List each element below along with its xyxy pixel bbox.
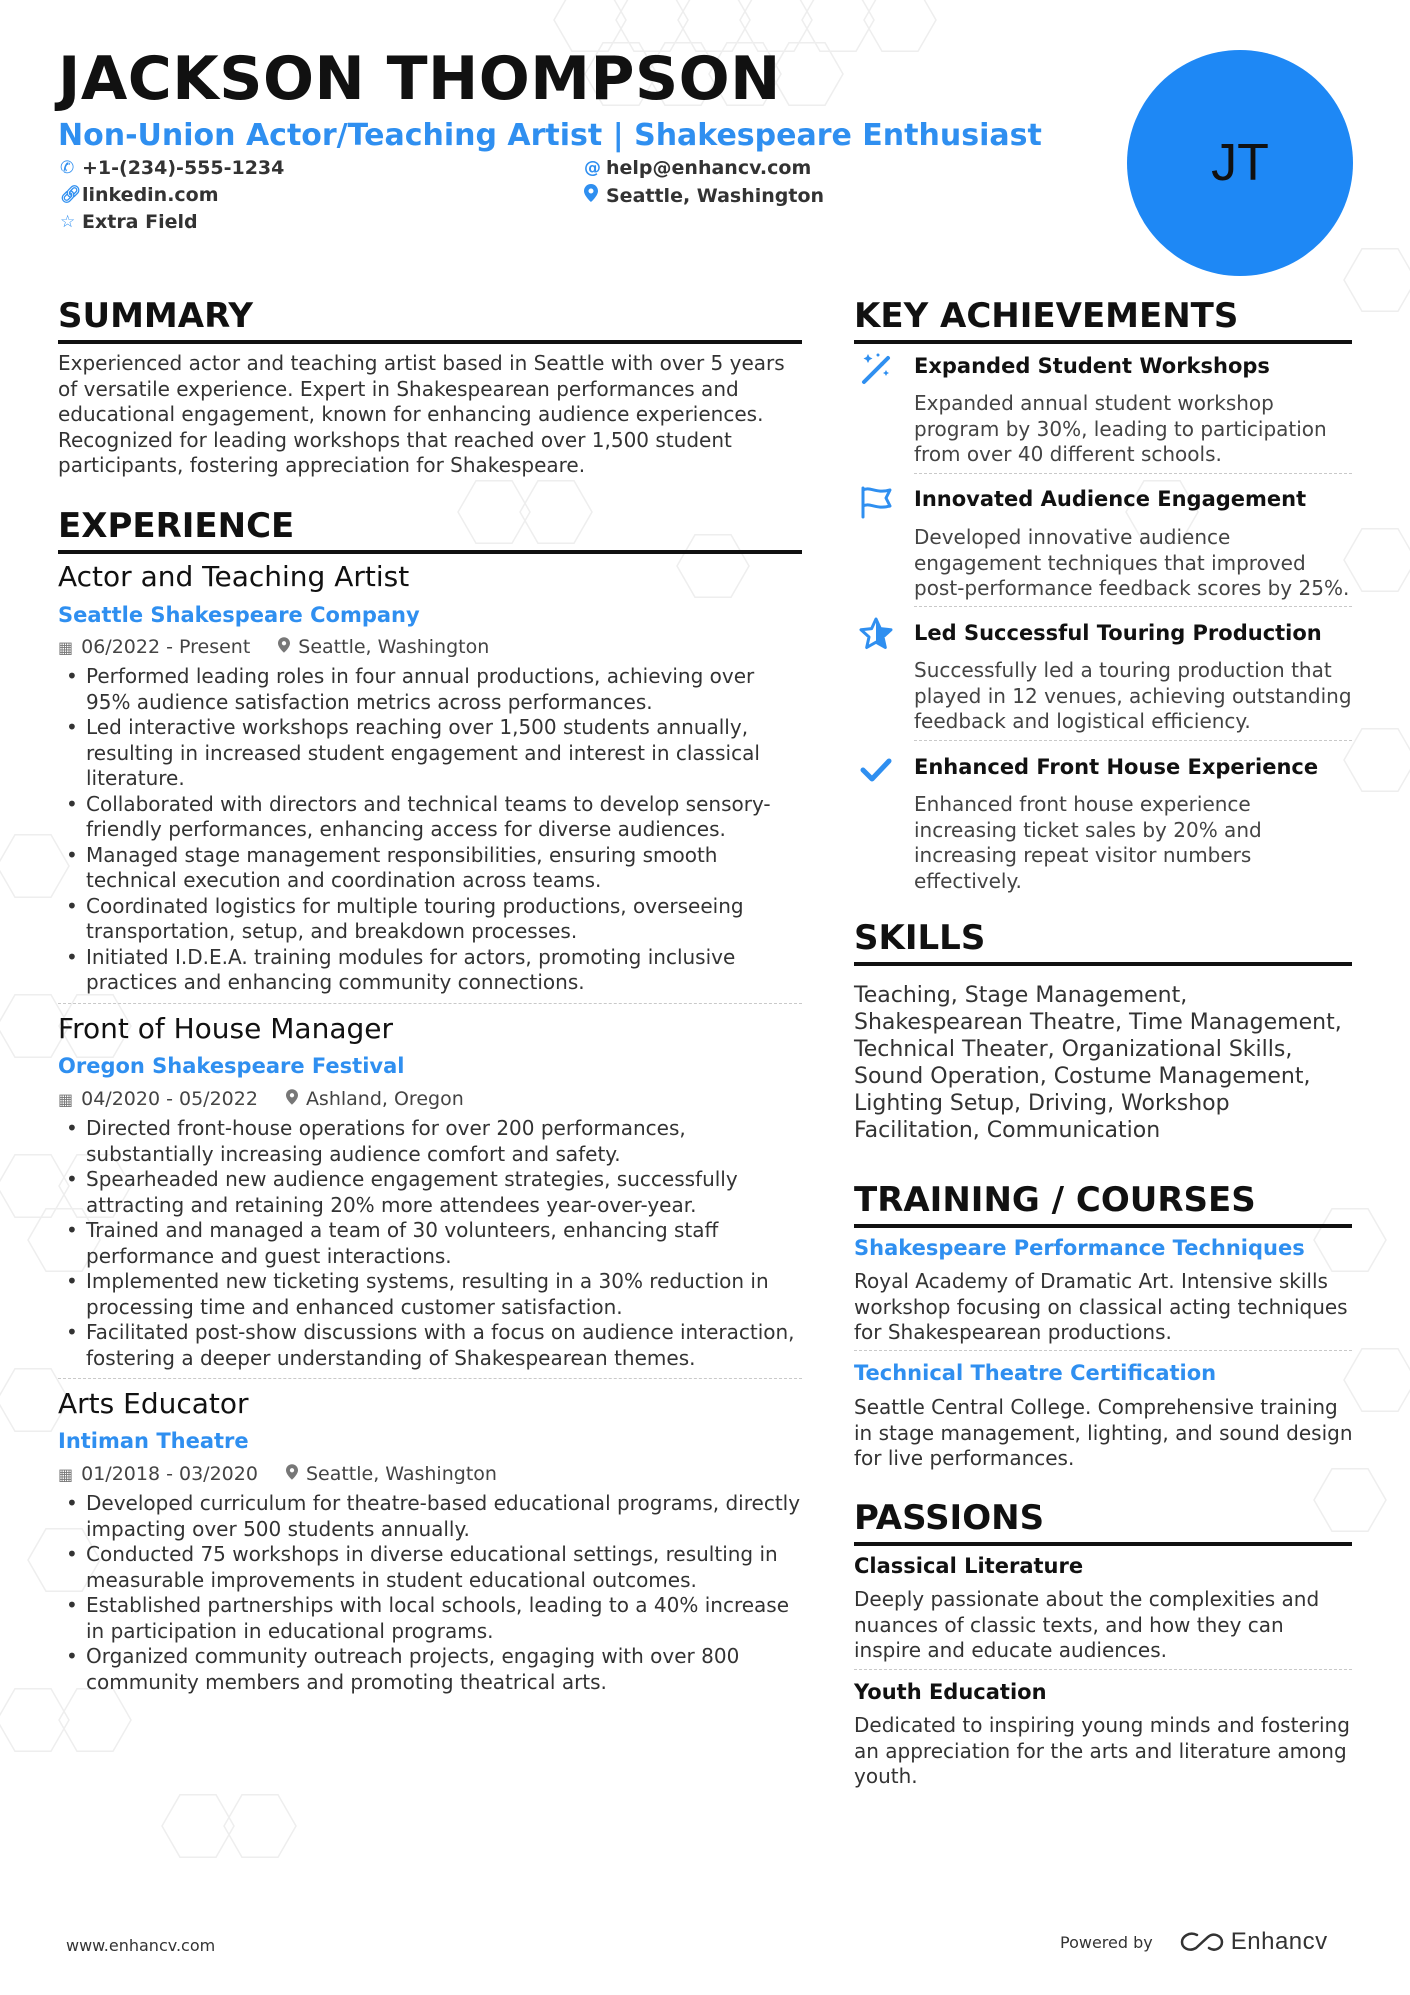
divider [914, 473, 1352, 474]
list-item: • Collaborated with directors and technical teams to develop sensory-friendly performances, enhancing access for diverse audiences. [58, 792, 802, 843]
passions-heading: PASSIONS [854, 1498, 1352, 1546]
email-contact[interactable] [584, 157, 811, 179]
footer-branding[interactable] [1060, 1928, 1328, 1956]
flag-icon [858, 484, 894, 520]
list-item: • Directed front-house operations for over 200 performances, substantially increasing audience comfort and safety. [58, 1116, 802, 1167]
hexagon-shape [771, 43, 843, 105]
achievement-description: Successfully led a touring production that played in 12 venues, achieving outstanding feedback and logistical efficiency. [914, 658, 1352, 733]
brand-name: Enhancv [1230, 1928, 1328, 1955]
location-pin-icon [584, 184, 606, 207]
hexagon-shape [1344, 729, 1410, 791]
job-dates: 06/2022 - Present [81, 636, 251, 658]
job-bullets [58, 664, 802, 996]
star-icon [858, 616, 894, 652]
job-company: Intiman Theatre [58, 1429, 249, 1453]
divider [854, 1350, 1352, 1351]
job-meta [58, 1088, 464, 1110]
hexagon-shape [864, 0, 936, 51]
achievement-title: Led Successful Touring Production [914, 621, 1322, 645]
job-dates: 04/2020 - 05/2022 [81, 1088, 258, 1110]
job-location: Seattle, Washington [298, 636, 490, 658]
magic-wand-icon [858, 350, 894, 386]
list-item: • Facilitated post-show discussions with a focus on audience interaction, fostering a deeper understanding of Shakespearean themes. [58, 1320, 802, 1371]
training-heading: TRAINING / COURSES [854, 1180, 1352, 1228]
list-item: • Led interactive workshops reaching over 1,500 students annually, resulting in increased student engagement and interest in classical literature. [58, 715, 802, 792]
location-pin-icon [278, 637, 290, 657]
calendar-icon: ▦ [58, 1089, 74, 1109]
divider [854, 1669, 1352, 1670]
achievement-title: Expanded Student Workshops [914, 354, 1270, 378]
job-company: Oregon Shakespeare Festival [58, 1054, 405, 1078]
phone-icon: ✆ [60, 158, 75, 178]
job-bullets [58, 1491, 802, 1695]
achievement-description: Enhanced front house experience increasing ticket sales by 20% and increasing repeat visitor numbers effectively. [914, 792, 1262, 893]
job-meta [58, 1463, 497, 1485]
avatar-initials: JT [1211, 134, 1269, 192]
list-item: • Spearheaded new audience engagement strategies, successfully attracting and retaining 20% more attendees year-over-year. [58, 1167, 802, 1218]
course-description: Seattle Central College. Comprehensive training in stage management, lighting, and sound design for live performances. [854, 1395, 1353, 1470]
hexagon-shape [802, 0, 874, 51]
achievement-title: Enhanced Front House Experience [914, 755, 1319, 779]
hexagon-shape [59, 1689, 131, 1751]
job-bullets [58, 1116, 802, 1371]
achievement-title: Innovated Audience Engagement [914, 487, 1307, 511]
course-title: Technical Theatre Certification [854, 1361, 1217, 1385]
extra-field [60, 211, 198, 233]
experience-heading: EXPERIENCE [58, 506, 802, 554]
location-contact [584, 184, 824, 207]
link-icon: 🔗︎ [60, 185, 82, 205]
checkmark-icon [858, 752, 894, 788]
linkedin-contact[interactable] [60, 184, 219, 206]
calendar-icon: ▦ [58, 637, 74, 657]
hexagon-shape [162, 1795, 234, 1857]
star-outline-icon: ☆ [60, 212, 76, 232]
location-pin-icon [286, 1089, 298, 1109]
job-role: Arts Educator [58, 1387, 249, 1420]
hexagon-shape [0, 1689, 69, 1751]
powered-by-label: Powered by [1060, 1932, 1153, 1952]
list-item: • Managed stage management responsibilities, ensuring smooth technical execution and coordination across teams. [58, 843, 802, 894]
achievement-description: Developed innovative audience engagement techniques that improved post-performance feedback scores by 25%. [914, 525, 1350, 600]
passion-title: Youth Education [854, 1680, 1047, 1704]
avatar [1127, 50, 1353, 276]
skills-heading: SKILLS [854, 918, 1352, 966]
divider [58, 1378, 802, 1379]
email-text[interactable]: help@enhancv.com [606, 157, 812, 179]
job-location: Seattle, Washington [305, 1463, 497, 1485]
hexagon-shape [1344, 249, 1410, 311]
at-icon: @ [584, 158, 601, 178]
course-description: Royal Academy of Dramatic Art. Intensive skills workshop focusing on classical acting techniques for Shakespearean productions. [854, 1269, 1348, 1344]
location-text: Seattle, Washington [606, 184, 825, 207]
location-pin-icon [286, 1464, 298, 1484]
divider [58, 1003, 802, 1004]
achievements-heading: KEY ACHIEVEMENTS [854, 296, 1352, 344]
summary-text: Experienced actor and teaching artist based in Seattle with over 5 years of versatile experience. Expert in Shakespearean performances and educational engagement, known for enhancing audience experiences. Recognized for leading workshops that reached over 1,500 student participants, fostering appreciation for Shakespeare. [58, 351, 785, 477]
calendar-icon: ▦ [58, 1464, 74, 1484]
job-company: Seattle Shakespeare Company [58, 603, 420, 627]
list-item: • Trained and managed a team of 30 volunteers, enhancing staff performance and guest interactions. [58, 1218, 802, 1269]
list-item: • Developed curriculum for theatre-based educational programs, directly impacting over 500 students annually. [58, 1491, 802, 1542]
passion-title: Classical Literature [854, 1554, 1084, 1578]
list-item: • Initiated I.D.E.A. training modules for actors, promoting inclusive practices and enhancing community connections. [58, 945, 802, 996]
list-item: • Performed leading roles in four annual productions, achieving over 95% audience satisfaction metrics across performances. [58, 664, 802, 715]
list-item: • Conducted 75 workshops in diverse educational settings, resulting in measurable improvements in student educational outcomes. [58, 1542, 802, 1593]
achievement-description: Expanded annual student workshop program by 30%, leading to participation from over 40 different schools. [914, 391, 1327, 466]
list-item: • Coordinated logistics for multiple touring productions, overseeing transportation, setup, and breakdown processes. [58, 894, 802, 945]
enhancv-logo-icon [1179, 1929, 1225, 1955]
divider [914, 740, 1352, 741]
candidate-name: JACKSON THOMPSON [58, 44, 781, 114]
summary-heading: SUMMARY [58, 296, 802, 344]
job-role: Front of House Manager [58, 1012, 393, 1045]
divider [914, 606, 1352, 607]
linkedin-text[interactable]: linkedin.com [82, 184, 219, 206]
job-role: Actor and Teaching Artist [58, 560, 410, 593]
list-item: • Implemented new ticketing systems, resulting in a 30% reduction in processing time and enhanced customer satisfaction. [58, 1269, 802, 1320]
extra-field-text: Extra Field [82, 211, 198, 233]
hexagon-shape [224, 1795, 296, 1857]
list-item: • Organized community outreach projects, engaging with over 800 community members and promoting theatrical arts. [58, 1644, 802, 1695]
job-dates: 01/2018 - 03/2020 [81, 1463, 258, 1485]
list-item: • Established partnerships with local schools, leading to a 40% increase in participation in educational programs. [58, 1593, 802, 1644]
job-location: Ashland, Oregon [305, 1088, 464, 1110]
phone-text: +1-(234)-555-1234 [82, 157, 285, 179]
passion-description: Dedicated to inspiring young minds and fostering an appreciation for the arts and literature among youth. [854, 1713, 1350, 1788]
skills-list: Teaching, Stage Management, Shakespearean Theatre, Time Management, Technical Theater, Organizational Skills, Sound Operation, Costume Management, Lighting Setup, Driving, Workshop Facilitation, Communication [854, 983, 1342, 1143]
footer-website[interactable]: www.enhancv.com [66, 1936, 216, 1955]
phone-contact [60, 157, 284, 179]
job-meta [58, 636, 489, 658]
candidate-tagline: Non-Union Actor/Teaching Artist | Shakespeare Enthusiast [58, 118, 1042, 153]
passion-description: Deeply passionate about the complexities and nuances of classic texts, and how they can inspire and educate audiences. [854, 1587, 1320, 1662]
course-title: Shakespeare Performance Techniques [854, 1236, 1305, 1260]
